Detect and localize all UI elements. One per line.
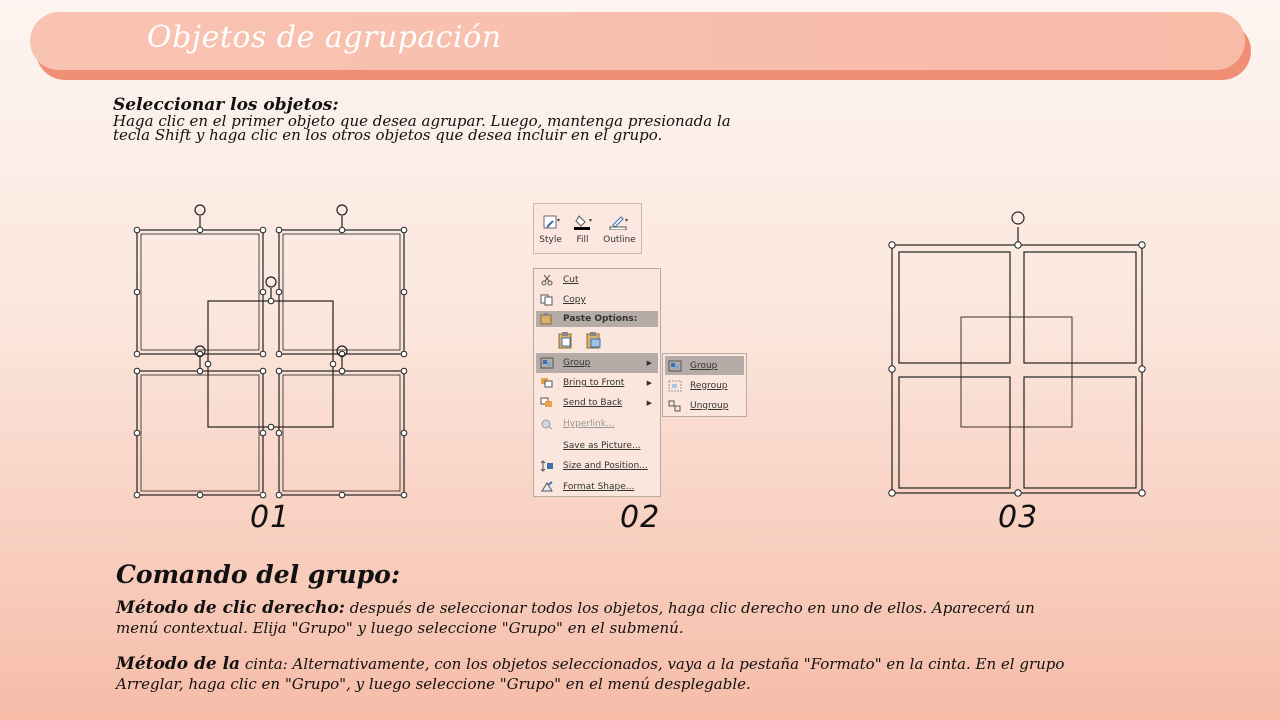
mini-toolbar <box>533 203 642 254</box>
hyperlink-icon <box>540 418 554 430</box>
menu-item-group[interactable]: Group ▶ <box>536 353 658 373</box>
size-position-icon <box>540 460 554 472</box>
ribbon-body: cinta: Alternativamente, con los objetos seleccionados, vaya a la pestaña "Formato" en la cinta. En el grupo Arreglar, haga clic en "Grupo", y luego seleccione "Grupo" en el menú desplegable. <box>116 655 1065 693</box>
intro-section <box>113 96 753 142</box>
menu-item-hyperlink: Hyperlink... <box>536 414 658 434</box>
menu-item-copy[interactable]: Copy <box>536 290 658 310</box>
menu-item-cut[interactable]: Cut <box>536 270 658 290</box>
right-click-body: después de seleccionar todos los objetos, haga clic derecho en uno de ellos. Aparecerá un menú contextual. Elija "Grupo" y luego seleccione "Grupo" en el submenú. <box>116 599 1035 637</box>
paste-clipboard-icon <box>540 313 552 328</box>
outline-tool[interactable] <box>603 214 636 245</box>
menu-item-format-shape[interactable]: Format Shape... <box>536 477 658 497</box>
context-menu <box>533 268 661 497</box>
group-submenu <box>662 353 747 417</box>
menu-item-save-as-picture[interactable]: Save as Picture... <box>536 436 658 456</box>
page-title: Objetos de agrupación <box>147 20 502 55</box>
svg-text:▾: ▾ <box>588 217 592 224</box>
svg-text:▾: ▾ <box>625 217 629 224</box>
paste-keep-formatting-icon[interactable] <box>558 331 574 352</box>
style-tool[interactable] <box>539 214 562 245</box>
scissors-icon <box>540 274 554 286</box>
fill-bucket-icon <box>573 214 593 230</box>
figure-01-selected-shapes <box>125 200 420 505</box>
group-icon <box>540 357 554 369</box>
submenu-item-regroup[interactable]: Regroup <box>665 376 744 395</box>
submenu-item-ungroup[interactable]: Ungroup <box>665 396 744 415</box>
save-as-picture-icon <box>540 440 554 452</box>
command-title: Comando del grupo: <box>116 560 401 589</box>
style-label: Style <box>539 235 562 245</box>
intro-heading: Seleccionar los objetos: <box>113 95 339 115</box>
outline-label: Outline <box>603 235 636 245</box>
svg-text:▾: ▾ <box>556 217 560 224</box>
submenu-arrow-icon: ▶ <box>646 399 652 407</box>
submenu-arrow-icon: ▶ <box>646 379 652 387</box>
regroup-icon <box>668 380 682 392</box>
fill-tool[interactable] <box>573 214 593 245</box>
send-to-back-icon <box>540 397 554 409</box>
right-click-heading: Método de clic derecho: <box>116 598 345 618</box>
paste-picture-icon[interactable] <box>586 331 602 352</box>
format-shape-icon <box>540 481 554 493</box>
style-icon <box>541 214 561 230</box>
submenu-arrow-icon: ▶ <box>646 359 652 367</box>
figure-03-label: 03 <box>998 500 1039 535</box>
right-click-paragraph <box>116 598 1076 638</box>
menu-item-bring-to-front[interactable]: Bring to Front ▶ <box>536 373 658 393</box>
intro-body: Haga clic en el primer objeto que desea agrupar. Luego, mantenga presionada la tecla Shift y haga clic en los otros objetos que desea incluir en el grupo. <box>113 112 731 144</box>
bring-to-front-icon <box>540 377 554 389</box>
menu-item-size-and-position[interactable]: Size and Position... <box>536 456 658 476</box>
outline-pen-icon <box>609 214 629 230</box>
paste-options-header: Paste Options: <box>536 311 658 327</box>
submenu-item-group[interactable]: Group <box>665 356 744 375</box>
figure-03-grouped-object <box>880 205 1155 505</box>
ungroup-icon <box>668 400 682 412</box>
group-icon <box>668 360 682 372</box>
ribbon-paragraph <box>116 654 1076 694</box>
menu-item-send-to-back[interactable]: Send to Back ▶ <box>536 393 658 413</box>
figure-01-label: 01 <box>250 500 291 535</box>
ribbon-heading: Método de la <box>116 654 241 674</box>
copy-icon <box>540 294 554 306</box>
figure-02-label: 02 <box>620 500 661 535</box>
fill-label: Fill <box>576 235 589 245</box>
